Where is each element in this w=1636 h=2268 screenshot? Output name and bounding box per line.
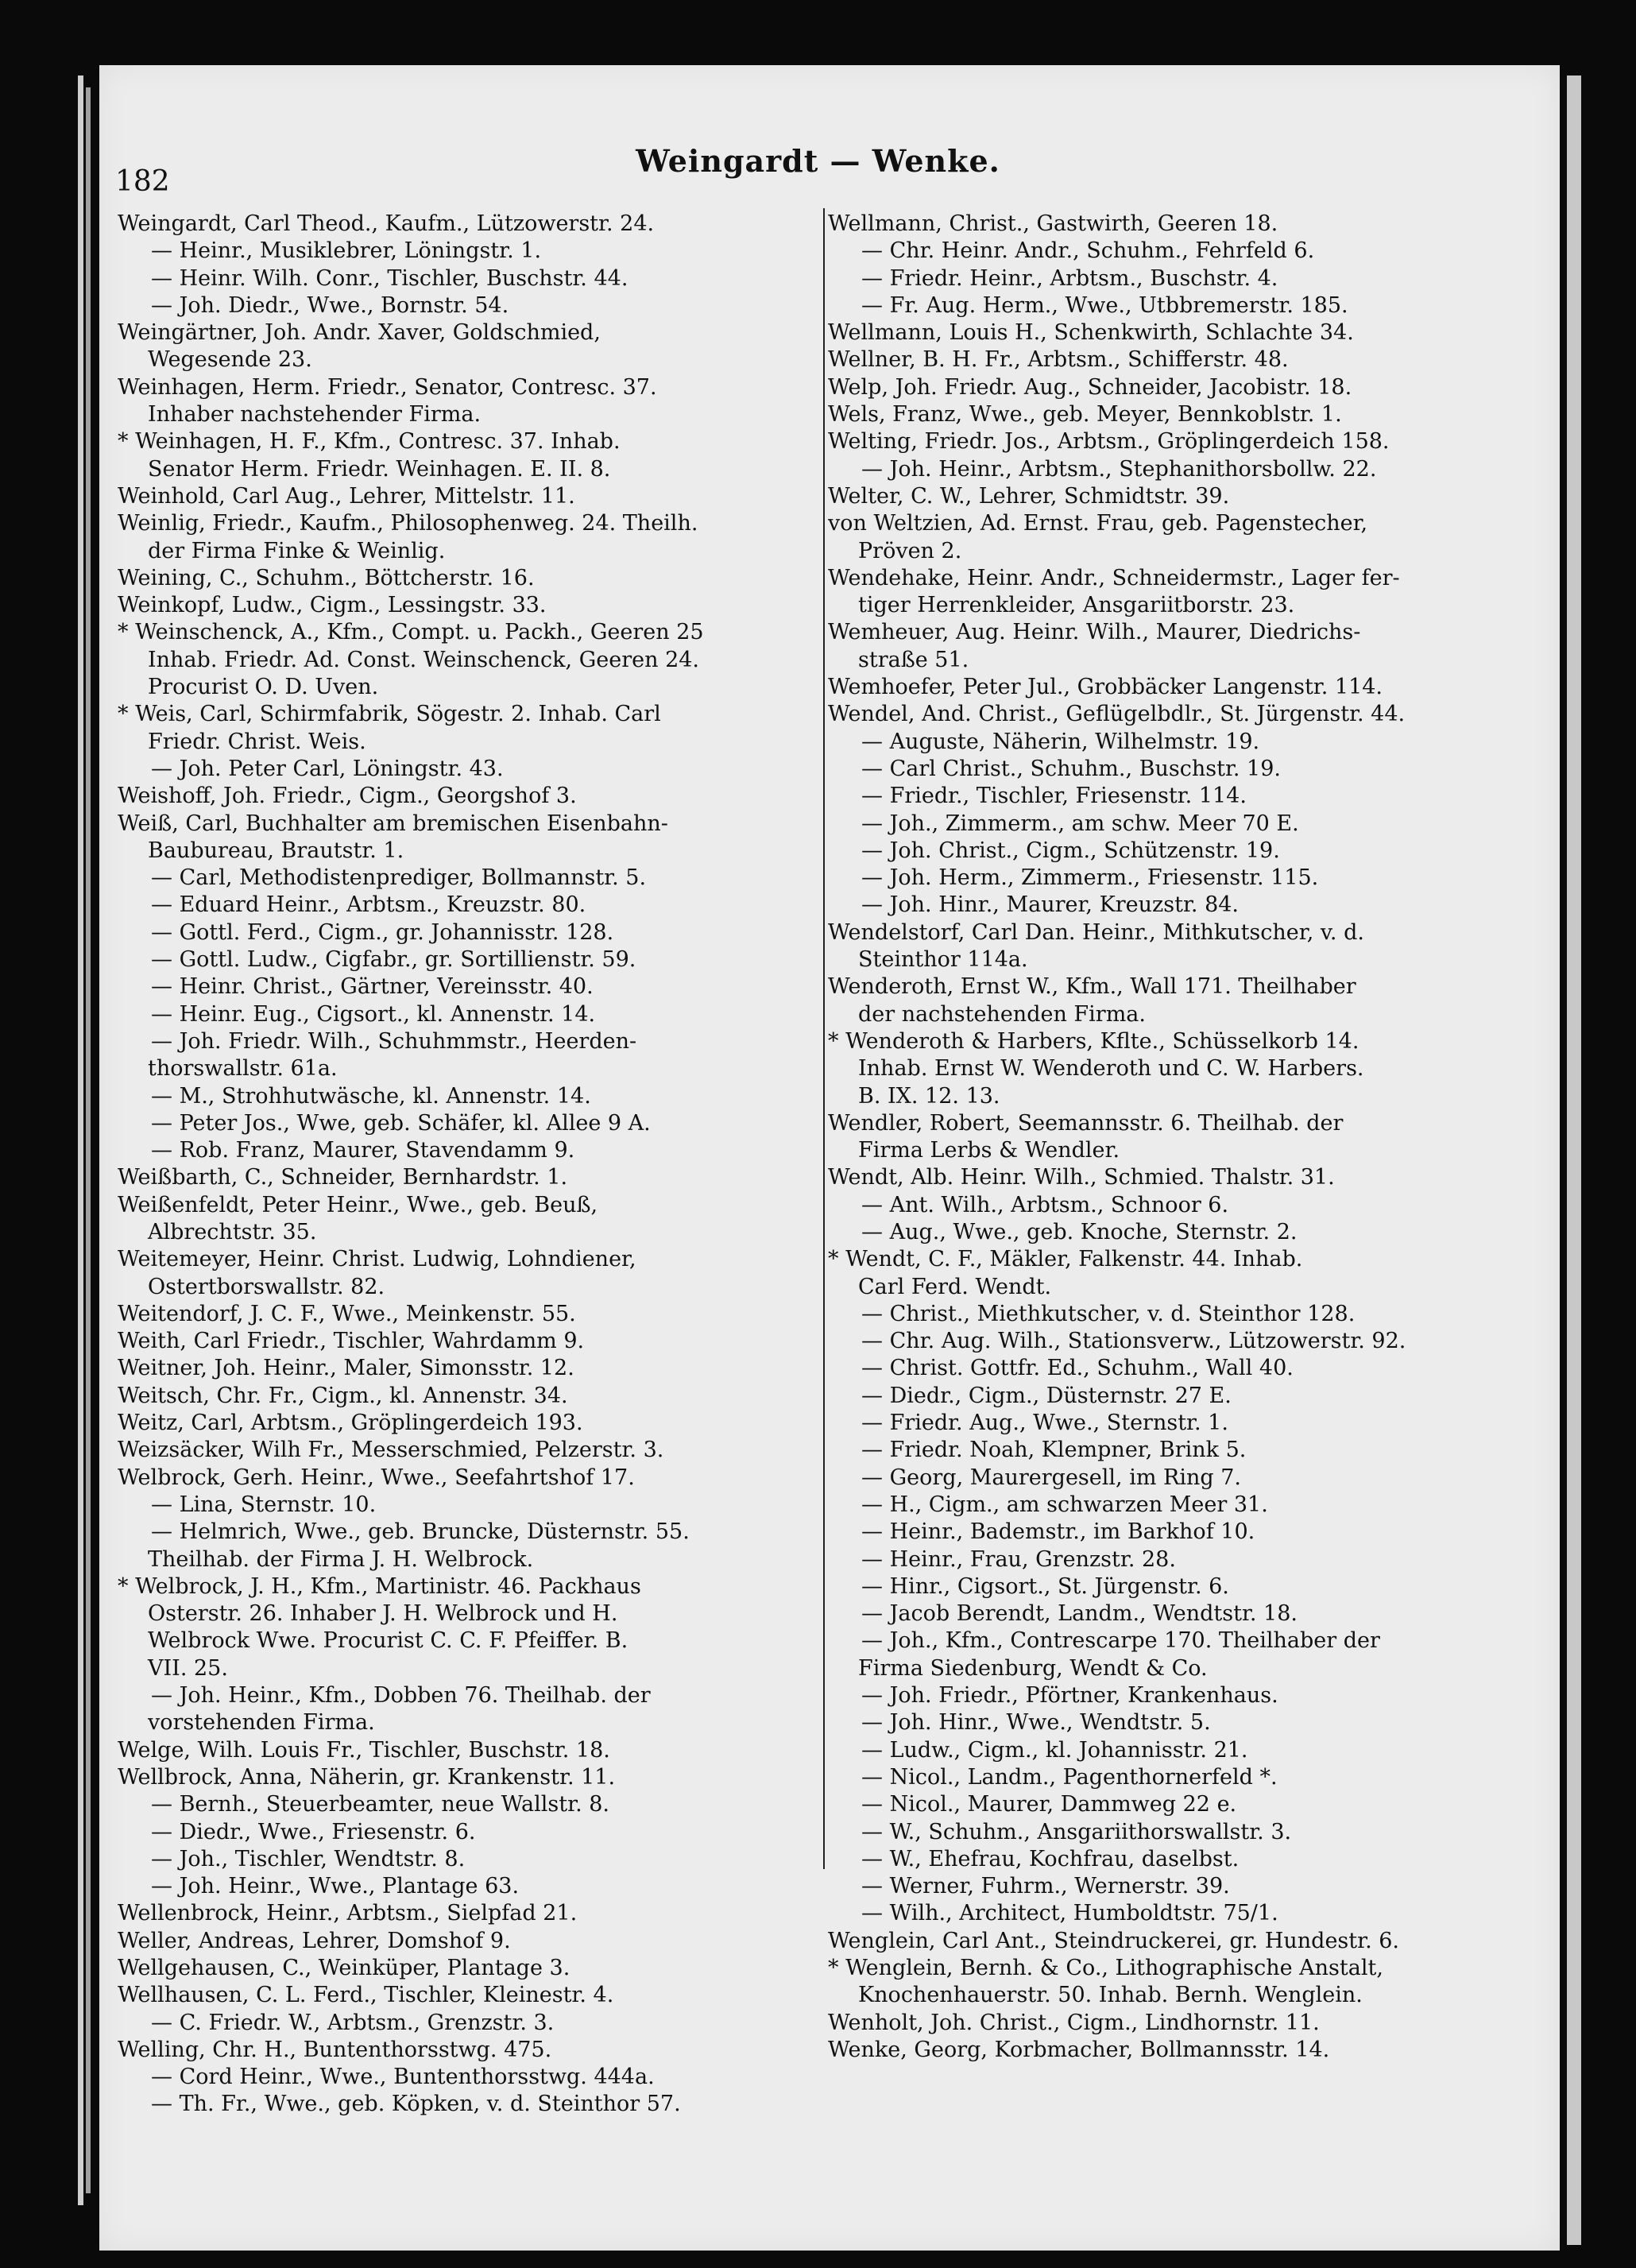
directory-entry-line: — Joh. Hinr., Wwe., Wendtstr. 5. bbox=[861, 1710, 1211, 1736]
directory-entry-line: — Hinr., Cigsort., St. Jürgenstr. 6. bbox=[861, 1573, 1229, 1599]
column-divider bbox=[823, 208, 825, 1869]
directory-entry-line: Wenholt, Joh. Christ., Cigm., Lindhornstr. 11. bbox=[828, 2010, 1320, 2035]
directory-entry-line: — Cord Heinr., Wwe., Buntenthorsstwg. 444a. bbox=[151, 2065, 655, 2090]
directory-entry-line: — Rob. Franz, Maurer, Stavendamm 9. bbox=[151, 1138, 575, 1163]
directory-entry-line: Friedr. Christ. Weis. bbox=[148, 729, 366, 754]
directory-entry-line: — Heinr., Musiklebrer, Löningstr. 1. bbox=[151, 238, 542, 264]
directory-entry-line: Wellner, B. H. Fr., Arbtsm., Schifferstr. 48. bbox=[828, 347, 1289, 373]
directory-entry-line: — Chr. Heinr. Andr., Schuhm., Fehrfeld 6. bbox=[861, 238, 1315, 264]
directory-entry-line: Wenke, Georg, Korbmacher, Bollmannsstr. 14. bbox=[828, 2037, 1330, 2062]
directory-entry-line: Welting, Friedr. Jos., Arbtsm., Gröplingerdeich 158. bbox=[828, 429, 1390, 455]
directory-entry-line: * Weinhagen, H. F., Kfm., Contresc. 37. Inhab. bbox=[118, 429, 621, 455]
directory-entry-line: — Ludw., Cigm., kl. Johannisstr. 21. bbox=[861, 1737, 1248, 1763]
directory-entry-line: Wendelstorf, Carl Dan. Heinr., Mithkutscher, v. d. bbox=[828, 919, 1364, 945]
directory-entry-line: Weiß, Carl, Buchhalter am bremischen Eisenbahn- bbox=[118, 811, 668, 836]
directory-entry-line: Welp, Joh. Friedr. Aug., Schneider, Jacobistr. 18. bbox=[828, 374, 1352, 400]
directory-entry-line: — C. Friedr. W., Arbtsm., Grenzstr. 3. bbox=[151, 2010, 555, 2035]
directory-entry-line: Welling, Chr. H., Buntenthorsstwg. 475. bbox=[118, 2037, 552, 2062]
directory-entry-line: Welbrock, Gerh. Heinr., Wwe., Seefahrtshof 17. bbox=[118, 1465, 635, 1490]
directory-entry-line: — Carl, Methodistenprediger, Bollmannstr. 5. bbox=[151, 865, 647, 891]
directory-entry-line: Weinhagen, Herm. Friedr., Senator, Contresc. 37. bbox=[118, 374, 657, 400]
directory-entry-line: Steinthor 114a. bbox=[858, 947, 1028, 973]
directory-entry-line: Wemhoefer, Peter Jul., Grobbäcker Langenstr. 114. bbox=[828, 675, 1383, 700]
directory-entry-line: — Fr. Aug. Herm., Wwe., Utbbremerstr. 185. bbox=[861, 292, 1348, 318]
directory-entry-line: Wellenbrock, Heinr., Arbtsm., Sielpfad 21. bbox=[118, 1901, 578, 1926]
directory-entry-line: Wegesende 23. bbox=[148, 347, 312, 373]
directory-entry-line: — Gottl. Ferd., Cigm., gr. Johannisstr. 128. bbox=[151, 919, 614, 945]
directory-entry-line: — Joh. Friedr., Pförtner, Krankenhaus. bbox=[861, 1683, 1278, 1709]
directory-entry-line: — Heinr., Frau, Grenzstr. 28. bbox=[861, 1546, 1176, 1572]
directory-entry-line: — Friedr. Heinr., Arbtsm., Buschstr. 4. bbox=[861, 265, 1278, 291]
directory-entry-line: — Joh. Peter Carl, Löningstr. 43. bbox=[151, 756, 504, 781]
directory-entry-line: * Wenglein, Bernh. & Co., Lithographische Anstalt, bbox=[828, 1956, 1383, 1980]
directory-entry-line: — Joh. Friedr. Wilh., Schuhmmstr., Heerden- bbox=[151, 1028, 637, 1054]
page-edge-left-inner bbox=[86, 87, 91, 2193]
directory-entry-line: — Georg, Maurergesell, im Ring 7. bbox=[861, 1465, 1241, 1490]
directory-entry-line: — W., Schuhm., Ansgariithorswallstr. 3. bbox=[861, 1819, 1292, 1844]
directory-entry-line: Wendehake, Heinr. Andr., Schneidermstr., Lager fer- bbox=[828, 565, 1400, 590]
directory-entry-line: Weitner, Joh. Heinr., Maler, Simonsstr. 12. bbox=[118, 1356, 574, 1381]
directory-entry-line: — Joh., Kfm., Contrescarpe 170. Theilhaber der bbox=[861, 1628, 1380, 1654]
directory-entry-line: — Eduard Heinr., Arbtsm., Kreuzstr. 80. bbox=[151, 892, 586, 918]
directory-entry-line: — Christ., Miethkutscher, v. d. Steinthor 128. bbox=[861, 1301, 1356, 1326]
directory-entry-line: Carl Ferd. Wendt. bbox=[858, 1274, 1052, 1299]
directory-entry-line: Albrechtstr. 35. bbox=[148, 1219, 317, 1244]
directory-entry-line: Wellgehausen, C., Weinküper, Plantage 3. bbox=[118, 1956, 570, 1980]
directory-entry-line: Wenderoth, Ernst W., Kfm., Wall 171. Theilhaber bbox=[828, 974, 1356, 1000]
directory-entry-line: Firma Lerbs & Wendler. bbox=[858, 1138, 1120, 1163]
directory-entry-line: Weith, Carl Friedr., Tischler, Wahrdamm 9. bbox=[118, 1329, 585, 1354]
directory-entry-line: Weishoff, Joh. Friedr., Cigm., Georgshof 3. bbox=[118, 784, 577, 809]
directory-entry-line: Osterstr. 26. Inhaber J. H. Welbrock und H. bbox=[148, 1601, 618, 1627]
directory-entry-line: Weining, C., Schuhm., Böttcherstr. 16. bbox=[118, 565, 535, 590]
running-head: Weingardt — Wenke. bbox=[636, 143, 1000, 179]
directory-entry-line: Inhab. Ernst W. Wenderoth und C. W. Harbers. bbox=[858, 1056, 1364, 1082]
directory-entry-line: Weingardt, Carl Theod., Kaufm., Lützowerstr. 24. bbox=[118, 211, 655, 236]
directory-entry-line: Weizsäcker, Wilh Fr., Messerschmied, Pelzerstr. 3. bbox=[118, 1438, 664, 1463]
left-column bbox=[118, 211, 817, 2119]
directory-entry-line: der Firma Finke & Weinlig. bbox=[148, 538, 446, 563]
directory-entry-line: von Weltzien, Ad. Ernst. Frau, geb. Pagenstecher, bbox=[828, 511, 1368, 536]
directory-entry-line: — Heinr. Wilh. Conr., Tischler, Buschstr. 44. bbox=[151, 265, 628, 291]
directory-entry-line: * Weis, Carl, Schirmfabrik, Sögestr. 2. Inhab. Carl bbox=[118, 702, 661, 727]
directory-entry-line: Theilhab. der Firma J. H. Welbrock. bbox=[148, 1546, 534, 1572]
directory-entry-line: Wels, Franz, Wwe., geb. Meyer, Bennkoblstr. 1. bbox=[828, 402, 1342, 428]
directory-entry-line: — Joh., Zimmerm., am schw. Meer 70 E. bbox=[861, 811, 1299, 836]
directory-entry-line: Weingärtner, Joh. Andr. Xaver, Goldschmied, bbox=[118, 320, 601, 346]
directory-entry-line: * Wenderoth & Harbers, Kflte., Schüsselkorb 14. bbox=[828, 1028, 1359, 1054]
directory-entry-line: — Joh., Tischler, Wendtstr. 8. bbox=[151, 1846, 466, 1871]
directory-entry-line: Wendler, Robert, Seemannsstr. 6. Theilhab. der bbox=[828, 1110, 1344, 1136]
directory-entry-line: — W., Ehefrau, Kochfrau, daselbst. bbox=[861, 1846, 1240, 1871]
directory-entry-line: — M., Strohhutwäsche, kl. Annenstr. 14. bbox=[151, 1083, 591, 1109]
directory-entry-line: Wemheuer, Aug. Heinr. Wilh., Maurer, Diedrichs- bbox=[828, 620, 1361, 645]
directory-entry-line: Wellmann, Christ., Gastwirth, Geeren 18. bbox=[828, 211, 1278, 236]
directory-entry-line: Weitemeyer, Heinr. Christ. Ludwig, Lohndiener, bbox=[118, 1247, 636, 1272]
directory-entry-line: Wendt, Alb. Heinr. Wilh., Schmied. Thalstr. 31. bbox=[828, 1165, 1335, 1190]
directory-entry-line: — Joh. Diedr., Wwe., Bornstr. 54. bbox=[151, 292, 509, 318]
directory-entry-line: * Weinschenck, A., Kfm., Compt. u. Packh., Geeren 25 bbox=[118, 620, 704, 645]
directory-entry-line: tiger Herrenkleider, Ansgariitborstr. 23. bbox=[858, 593, 1295, 618]
directory-entry-line: Weinlig, Friedr., Kaufm., Philosophenweg. 24. Theilh. bbox=[118, 511, 698, 536]
page-edge-right bbox=[1567, 75, 1581, 2245]
directory-entry-line: Weller, Andreas, Lehrer, Domshof 9. bbox=[118, 1928, 511, 1953]
directory-entry-line: Weinkopf, Ludw., Cigm., Lessingstr. 33. bbox=[118, 593, 547, 618]
directory-entry-line: Welbrock Wwe. Procurist C. C. F. Pfeiffer. B. bbox=[148, 1628, 628, 1654]
directory-entry-line: — Aug., Wwe., geb. Knoche, Sternstr. 2. bbox=[861, 1219, 1298, 1244]
directory-entry-line: Inhaber nachstehender Firma. bbox=[148, 402, 482, 428]
directory-entry-line: Inhab. Friedr. Ad. Const. Weinschenck, Geeren 24. bbox=[148, 647, 700, 672]
directory-entry-line: — Joh. Heinr., Arbtsm., Stephanithorsbollw. 22. bbox=[861, 456, 1377, 482]
directory-entry-line: — Nicol., Landm., Pagenthornerfeld *. bbox=[861, 1764, 1278, 1790]
directory-entry-line: Weißenfeldt, Peter Heinr., Wwe., geb. Beuß, bbox=[118, 1192, 598, 1217]
directory-entry-line: — Heinr. Christ., Gärtner, Vereinsstr. 40. bbox=[151, 974, 594, 1000]
directory-entry-line: — Helmrich, Wwe., geb. Bruncke, Düsternstr. 55. bbox=[151, 1519, 690, 1545]
directory-entry-line: — Wilh., Architect, Humboldtstr. 75/1. bbox=[861, 1901, 1278, 1926]
directory-entry-line: — Jacob Berendt, Landm., Wendtstr. 18. bbox=[861, 1601, 1298, 1627]
right-column bbox=[828, 211, 1464, 2064]
directory-entry-line: VII. 25. bbox=[148, 1655, 228, 1681]
directory-entry-line: * Wendt, C. F., Mäkler, Falkenstr. 44. Inhab. bbox=[828, 1247, 1303, 1272]
directory-entry-line: — Gottl. Ludw., Cigfabr., gr. Sortillienstr. 59. bbox=[151, 947, 636, 973]
directory-entry-line: — Lina, Sternstr. 10. bbox=[151, 1492, 377, 1517]
directory-entry-line: Knochenhauerstr. 50. Inhab. Bernh. Wenglein. bbox=[858, 1983, 1363, 2008]
directory-entry-line: thorswallstr. 61a. bbox=[148, 1056, 338, 1082]
directory-entry-line: Weitz, Carl, Arbtsm., Gröplingerdeich 193. bbox=[118, 1411, 583, 1436]
directory-entry-line: Senator Herm. Friedr. Weinhagen. E. II. 8. bbox=[148, 456, 611, 482]
directory-entry-line: Weitendorf, J. C. F., Wwe., Meinkenstr. 55. bbox=[118, 1301, 576, 1326]
directory-entry-line: Welter, C. W., Lehrer, Schmidtstr. 39. bbox=[828, 483, 1230, 509]
directory-entry-line: — H., Cigm., am schwarzen Meer 31. bbox=[861, 1492, 1268, 1517]
page-edge-left-outer bbox=[78, 75, 83, 2205]
directory-entry-line: Baubureau, Brautstr. 1. bbox=[148, 838, 404, 863]
directory-entry-line: — Joh. Heinr., Kfm., Dobben 76. Theilhab. der bbox=[151, 1683, 651, 1709]
directory-entry-line: Wendel, And. Christ., Geflügelbdlr., St. Jürgenstr. 44. bbox=[828, 702, 1406, 727]
directory-entry-line: — Friedr., Tischler, Friesenstr. 114. bbox=[861, 784, 1247, 809]
directory-entry-line: — Christ. Gottfr. Ed., Schuhm., Wall 40. bbox=[861, 1356, 1294, 1381]
directory-entry-line: — Th. Fr., Wwe., geb. Köpken, v. d. Steinthor 57. bbox=[151, 2092, 681, 2117]
directory-entry-line: Pröven 2. bbox=[858, 538, 962, 563]
directory-entry-line: — Friedr. Aug., Wwe., Sternstr. 1. bbox=[861, 1411, 1228, 1436]
directory-entry-line: Ostertborswallstr. 82. bbox=[148, 1274, 385, 1299]
directory-entry-line: * Welbrock, J. H., Kfm., Martinistr. 46. Packhaus bbox=[118, 1573, 641, 1599]
directory-entry-line: — Werner, Fuhrm., Wernerstr. 39. bbox=[861, 1874, 1230, 1899]
page-number: 182 bbox=[115, 165, 170, 198]
directory-entry-line: Weinhold, Carl Aug., Lehrer, Mittelstr. 11. bbox=[118, 483, 575, 509]
directory-entry-line: Procurist O. D. Uven. bbox=[148, 675, 379, 700]
directory-entry-line: — Joh. Christ., Cigm., Schützenstr. 19. bbox=[861, 838, 1280, 863]
directory-entry-line: — Heinr. Eug., Cigsort., kl. Annenstr. 14. bbox=[151, 1001, 596, 1027]
directory-entry-line: — Friedr. Noah, Klempner, Brink 5. bbox=[861, 1438, 1247, 1463]
directory-entry-line: — Joh. Heinr., Wwe., Plantage 63. bbox=[151, 1874, 520, 1899]
directory-entry-line: Weißbarth, C., Schneider, Bernhardstr. 1. bbox=[118, 1165, 568, 1190]
directory-entry-line: Wellhausen, C. L. Ferd., Tischler, Kleinestr. 4. bbox=[118, 1983, 614, 2008]
directory-entry-line: — Joh. Herm., Zimmerm., Friesenstr. 115. bbox=[861, 865, 1319, 891]
directory-entry-line: — Chr. Aug. Wilh., Stationsverw., Lützowerstr. 92. bbox=[861, 1329, 1406, 1354]
directory-entry-line: Firma Siedenburg, Wendt & Co. bbox=[858, 1655, 1208, 1681]
directory-entry-line: Weitsch, Chr. Fr., Cigm., kl. Annenstr. 34. bbox=[118, 1383, 568, 1408]
directory-entry-line: — Peter Jos., Wwe, geb. Schäfer, kl. Allee 9 A. bbox=[151, 1110, 651, 1136]
directory-entry-line: Wenglein, Carl Ant., Steindruckerei, gr. Hundestr. 6. bbox=[828, 1928, 1399, 1953]
directory-entry-line: — Carl Christ., Schuhm., Buschstr. 19. bbox=[861, 756, 1281, 781]
directory-entry-line: — Nicol., Maurer, Dammweg 22 e. bbox=[861, 1792, 1237, 1817]
directory-entry-line: Welge, Wilh. Louis Fr., Tischler, Buschstr. 18. bbox=[118, 1737, 610, 1763]
directory-entry-line: — Auguste, Näherin, Wilhelmstr. 19. bbox=[861, 729, 1260, 754]
directory-entry-line: — Bernh., Steuerbeamter, neue Wallstr. 8. bbox=[151, 1792, 609, 1817]
directory-entry-line: — Heinr., Bademstr., im Barkhof 10. bbox=[861, 1519, 1255, 1545]
directory-entry-line: straße 51. bbox=[858, 647, 969, 672]
directory-entry-line: — Diedr., Wwe., Friesenstr. 6. bbox=[151, 1819, 476, 1844]
directory-entry-line: — Ant. Wilh., Arbtsm., Schnoor 6. bbox=[861, 1192, 1229, 1217]
directory-entry-line: B. IX. 12. 13. bbox=[858, 1083, 1000, 1109]
directory-entry-line: — Diedr., Cigm., Düsternstr. 27 E. bbox=[861, 1383, 1232, 1408]
directory-entry-line: der nachstehenden Firma. bbox=[858, 1001, 1146, 1027]
directory-entry-line: — Joh. Hinr., Maurer, Kreuzstr. 84. bbox=[861, 892, 1240, 918]
directory-entry-line: Wellbrock, Anna, Näherin, gr. Krankenstr. 11. bbox=[118, 1764, 616, 1790]
directory-entry-line: Wellmann, Louis H., Schenkwirth, Schlachte 34. bbox=[828, 320, 1354, 346]
directory-entry-line: vorstehenden Firma. bbox=[148, 1710, 375, 1736]
